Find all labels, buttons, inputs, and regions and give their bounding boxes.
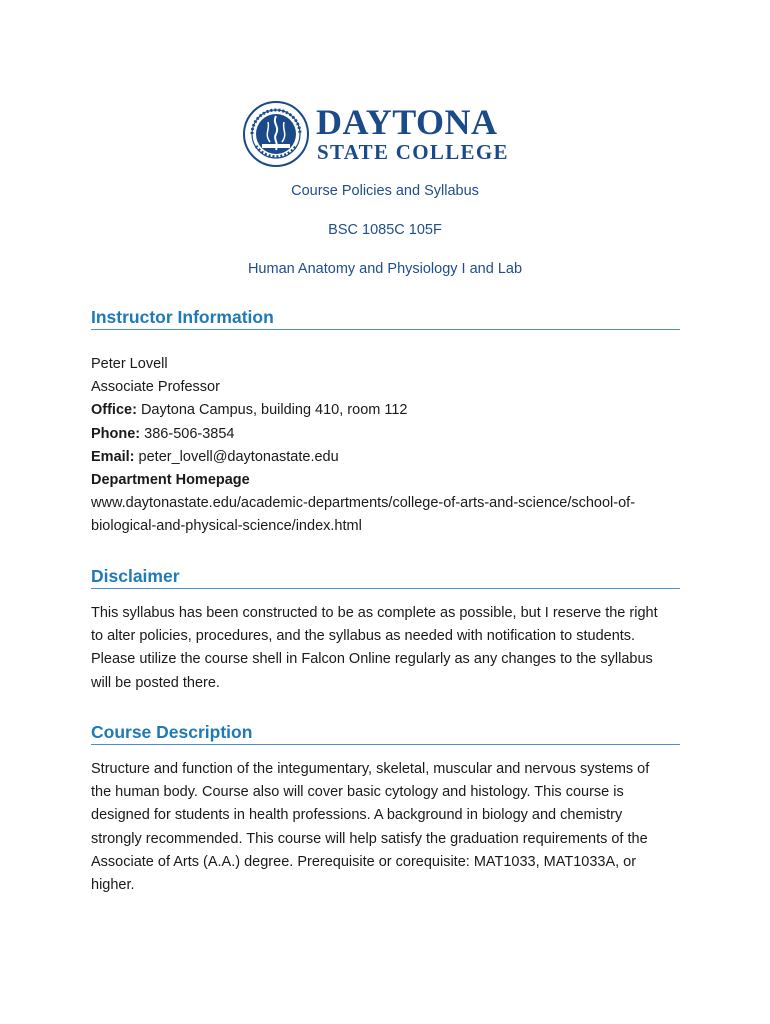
college-logo xyxy=(242,100,532,170)
instructor-name: Peter Lovell xyxy=(91,356,168,372)
office-value: Daytona Campus, building 410, room 112 xyxy=(136,402,408,419)
description-line: higher. xyxy=(91,877,135,894)
description-line: Structure and function of the integumentary, skeletal, muscular and nervous systems of xyxy=(91,761,650,777)
description-line: the human body. Course also will cover basic cytology and histology. This course is xyxy=(91,784,624,801)
disclaimer-text xyxy=(91,602,681,695)
course-description-heading: Course Description xyxy=(91,721,680,745)
college-seal-icon xyxy=(242,100,310,168)
course-description-text xyxy=(91,758,681,897)
description-line: strongly recommended. This course will help satisfy the graduation requirements of the xyxy=(91,830,648,847)
disclaimer-line: This syllabus has been constructed to be as complete as possible, but I reserve the right xyxy=(91,605,658,621)
email-line xyxy=(91,446,681,469)
email-label: Email: xyxy=(91,448,135,465)
disclaimer-line: will be posted there. xyxy=(91,674,220,691)
disclaimer-line: Please utilize the course shell in Falcon Online regularly as any changes to the syllabus xyxy=(91,651,653,668)
homepage-label: Department Homepage xyxy=(91,472,250,489)
phone-label: Phone: xyxy=(91,425,141,442)
logo-subtitle: STATE COLLEGE xyxy=(317,140,509,164)
instructor-details xyxy=(91,353,681,539)
instructor-title: Associate Professor xyxy=(91,379,220,396)
office-label: Office: xyxy=(91,402,137,419)
description-line: Associate of Arts (A.A.) degree. Prerequisite or corequisite: MAT1033, MAT1033A, or xyxy=(91,853,637,870)
disclaimer-line: to alter policies, procedures, and the syllabus as needed with notification to students. xyxy=(91,628,636,645)
disclaimer-heading: Disclaimer xyxy=(91,565,680,589)
email-value[interactable]: peter_lovell@daytonastate.edu xyxy=(134,448,339,465)
phone-value: 386-506-3854 xyxy=(140,425,235,442)
document-title: Course Policies and Syllabus xyxy=(291,183,479,199)
course-code: BSC 1085C 105F xyxy=(328,222,442,238)
homepage-url-line-2[interactable]: biological-and-physical-science/index.html xyxy=(91,518,362,535)
office-line xyxy=(91,399,681,422)
description-line: designed for students in health professions. A background in biology and chemistry xyxy=(91,807,623,824)
phone-line xyxy=(91,423,681,446)
instructor-information-heading: Instructor Information xyxy=(91,306,680,330)
course-name: Human Anatomy and Physiology I and Lab xyxy=(247,261,523,277)
logo-name: DAYTONA xyxy=(316,102,498,142)
homepage-url-line-1[interactable]: www.daytonastate.edu/academic-departments/college-of-arts-and-science/school-of- xyxy=(91,495,636,512)
